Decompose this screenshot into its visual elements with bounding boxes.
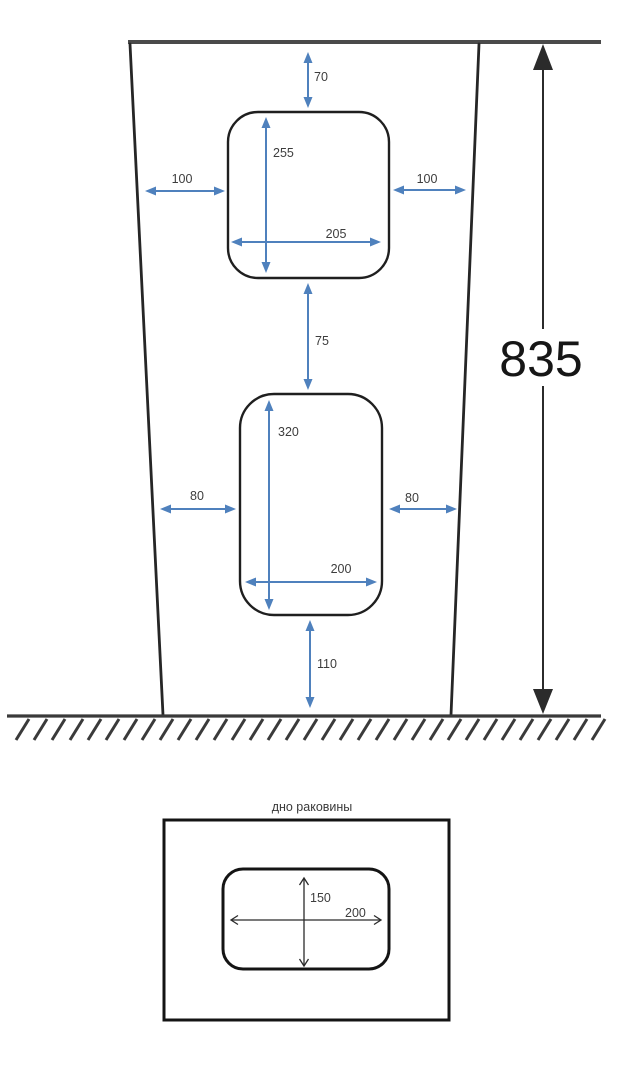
dim-arrow-lower-left-margin <box>160 505 236 514</box>
drain-height-value: 150 <box>310 891 331 905</box>
dim-arrow-lower-height-head <box>265 599 274 610</box>
dim-arrow-lower-width-head <box>245 578 256 587</box>
hatch-mark <box>106 719 119 740</box>
pedestal-left-edge <box>130 44 163 715</box>
dim-arrow-lower-right-margin <box>389 505 457 514</box>
upper-right-margin-value: 100 <box>416 172 438 186</box>
hatch-mark <box>592 719 605 740</box>
hatch-mark <box>250 719 263 740</box>
hatch-mark <box>484 719 497 740</box>
front-view <box>7 42 605 966</box>
dim-arrow-lower-height <box>265 400 274 610</box>
bottom-gap-value: 110 <box>317 657 337 671</box>
hatch-mark <box>376 719 389 740</box>
hatch-mark <box>214 719 227 740</box>
hatch-mark <box>358 719 371 740</box>
dim-arrow-lower-left-margin-head <box>225 505 236 514</box>
hatch-mark <box>196 719 209 740</box>
dim-arrow-upper-width-head <box>370 238 381 247</box>
hatch-mark <box>412 719 425 740</box>
gap-between-openings-value: 75 <box>315 334 329 348</box>
hatch-mark <box>448 719 461 740</box>
dim-arrow-upper-right-margin <box>393 186 466 195</box>
dim-arrow-lower-width <box>245 578 377 587</box>
dim-arrow-top-gap-head <box>304 97 313 108</box>
dim-arrow-upper-height <box>262 117 271 273</box>
bottom-view <box>164 800 449 1020</box>
dim-arrow-upper-height-head <box>262 262 271 273</box>
dim-arrow-gap-between-head <box>304 283 313 294</box>
hatch-mark <box>124 719 137 740</box>
upper-opening-height-value: 255 <box>273 146 294 160</box>
hatch-mark <box>340 719 353 740</box>
dim-arrow-upper-right-margin-head <box>455 186 466 195</box>
dim-arrow-lower-right-margin-head <box>389 505 400 514</box>
upper-left-margin-value: 100 <box>171 172 193 186</box>
hatch-mark <box>70 719 83 740</box>
hatch-mark <box>16 719 29 740</box>
hatch-mark <box>556 719 569 740</box>
upper-opening-width-value: 205 <box>325 227 347 241</box>
dim-arrow-lower-width-head <box>366 578 377 587</box>
hatch-mark <box>178 719 191 740</box>
dim-arrow-gap-between <box>304 283 313 390</box>
dim-arrow-bottom-gap <box>306 620 315 708</box>
hatch-mark <box>430 719 443 740</box>
hatch-mark <box>466 719 479 740</box>
hatch-mark <box>304 719 317 740</box>
dim-arrow-upper-right-margin-head <box>393 186 404 195</box>
dim-835-arrowhead-up <box>533 44 553 70</box>
dim-835-arrowhead-down <box>533 689 553 714</box>
hatch-mark <box>520 719 533 740</box>
overall-height-value: 835 <box>499 331 583 387</box>
overall-height-dimension <box>499 44 582 714</box>
hatch-mark <box>52 719 65 740</box>
ground-hatching <box>16 719 605 740</box>
hatch-mark <box>394 719 407 740</box>
dimension-arrows <box>145 52 466 966</box>
dim-arrow-bottom-gap-head <box>306 697 315 708</box>
hatch-mark <box>88 719 101 740</box>
bottom-view-title: дно раковины <box>271 800 353 814</box>
dim-arrow-gap-between-head <box>304 379 313 390</box>
dim-arrow-lower-right-margin-head <box>446 505 457 514</box>
hatch-mark <box>142 719 155 740</box>
hatch-mark <box>160 719 173 740</box>
hatch-mark <box>574 719 587 740</box>
hatch-mark <box>232 719 245 740</box>
hatch-mark <box>268 719 281 740</box>
hatch-mark <box>502 719 515 740</box>
dim-arrow-lower-height-head <box>265 400 274 411</box>
dim-arrow-top-gap <box>304 52 313 108</box>
dim-arrow-upper-left-margin-head <box>145 187 156 196</box>
dim-arrow-upper-left-margin-head <box>214 187 225 196</box>
dim-arrow-drain-height <box>300 878 309 966</box>
dim-arrow-upper-width-head <box>231 238 242 247</box>
pedestal-right-edge <box>451 44 479 715</box>
hatch-mark <box>34 719 47 740</box>
drain-width-value: 200 <box>345 906 366 920</box>
hatch-mark <box>322 719 335 740</box>
top-gap-value: 70 <box>314 70 328 84</box>
lower-opening-height-value: 320 <box>278 425 299 439</box>
lower-opening-width-value: 200 <box>330 562 352 576</box>
hatch-mark <box>538 719 551 740</box>
dim-arrow-upper-height-head <box>262 117 271 128</box>
dim-arrow-upper-width <box>231 238 381 247</box>
dim-arrow-upper-left-margin <box>145 187 225 196</box>
upper-opening-outline <box>228 112 389 278</box>
lower-right-margin-value: 80 <box>405 491 419 505</box>
hatch-mark <box>286 719 299 740</box>
dim-arrow-bottom-gap-head <box>306 620 315 631</box>
dim-arrow-lower-left-margin-head <box>160 505 171 514</box>
lower-left-margin-value: 80 <box>190 489 204 503</box>
dim-arrow-top-gap-head <box>304 52 313 63</box>
